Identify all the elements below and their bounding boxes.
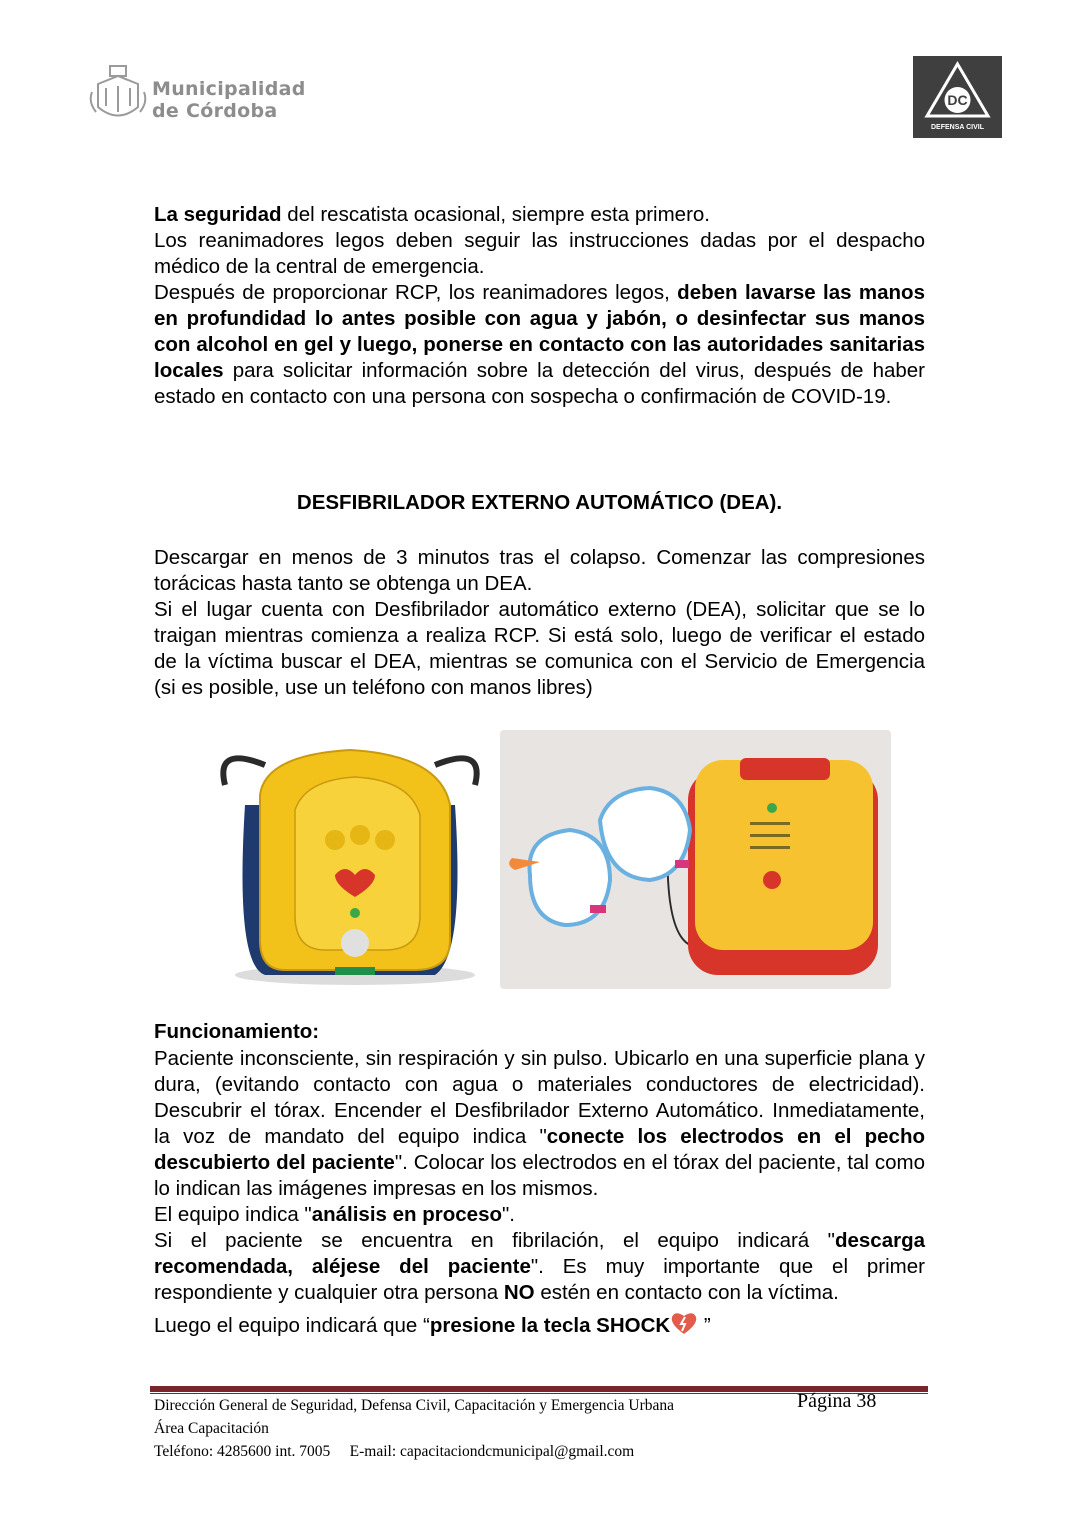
func-a-bold: conecte los electrodos en el pecho descubierto del paciente — [154, 1125, 926, 1174]
func-a-end: ". Colocar los electrodos en el tórax del paciente, tal como lo indican las imágenes impresas en los mismos. — [154, 1151, 925, 1200]
func-d-bold: presione la tecla SHOCK — [429, 1314, 671, 1337]
func-c-end: estén en contacto con la víctima. — [534, 1281, 839, 1304]
func-c-text: Si el paciente se encuentra en fibrilación, el equipo indicará " — [154, 1229, 835, 1252]
org-name — [152, 78, 306, 122]
dea-p1: Descargar en menos de 3 minutos tras el colapso. Comenzar las compresiones torácicas hasta tanto se obtenga un DEA. — [154, 546, 925, 595]
shock-heart-icon — [670, 1310, 698, 1336]
footer-contact — [154, 1440, 674, 1463]
footer-phone: Teléfono: 4285600 int. 7005 — [154, 1443, 331, 1460]
func-c — [154, 1228, 925, 1306]
footer-line2: Área Capacitación — [154, 1420, 269, 1437]
func-d-end: ” — [698, 1314, 711, 1337]
func-d — [154, 1310, 925, 1339]
org-name-line1: Municipalidad — [152, 78, 306, 100]
dea-p2: Si el lugar cuenta con Desfibrilador automático externo (DEA), solicitar que se lo traigan mientras comienza a realiza RCP. Si está solo, luego de verificar el estado de la víctima buscar el DEA, mientras se comunica con el Servicio de Emergencia (si es posible, use un teléfono con manos libres) — [154, 598, 925, 699]
dc-initials: DC — [947, 92, 968, 108]
footer-email: E-mail: capacitaciondcmunicipal@gmail.com — [349, 1443, 635, 1460]
func-b-text: El equipo indica " — [154, 1203, 312, 1226]
hygiene-end: para solicitar información sobre la detección del virus, después de haber estado en contacto con una persona con sospecha o confirmación de COVID-19. — [154, 359, 925, 408]
safety-rest: del rescatista ocasional, siempre esta primero. — [281, 203, 711, 226]
defensa-civil-triangle-icon — [913, 56, 1002, 138]
funcionamiento-title: Funcionamiento: — [154, 1020, 320, 1043]
footer-block — [154, 1394, 674, 1463]
footer-line1: Dirección General de Seguridad, Defensa Civil, Capacitación y Emergencia Urbana — [154, 1397, 675, 1414]
funcionamiento-paragraph — [154, 1046, 925, 1339]
section-heading: DESFIBRILADOR EXTERNO AUTOMÁTICO (DEA). — [296, 491, 783, 514]
dc-label: DEFENSA CIVIL — [930, 124, 985, 131]
aed-device-image — [205, 735, 495, 990]
dea-paragraph — [154, 545, 925, 701]
func-c-bold: descarga recomendada, aléjese del paciente — [154, 1229, 925, 1278]
municipality-crest-icon — [88, 62, 148, 132]
hygiene-start: Después de proporcionar RCP, los reanimadores legos, — [154, 281, 678, 304]
safety-line — [154, 202, 925, 228]
func-c-bold2: NO — [503, 1281, 535, 1304]
org-name-line2: de Córdoba — [152, 100, 278, 122]
aed-electrodes-illustration — [500, 730, 891, 989]
func-d-text: Luego el equipo indicará que “ — [154, 1314, 430, 1337]
hygiene-bold: deben lavarse las manos en profundidad lo antes posible con agua y jabón, o desinfectar sus manos con alcohol en gel y luego, ponerse en contacto con las autoridades sanitarias locales — [154, 281, 925, 382]
aed-electrodes-image — [500, 730, 891, 989]
func-b-bold: análisis en proceso — [311, 1203, 502, 1226]
page-number: Página 38 — [797, 1390, 877, 1412]
safety-paragraph — [154, 202, 925, 410]
safety-bold: La seguridad — [154, 203, 282, 226]
hygiene-paragraph — [154, 280, 925, 410]
func-a — [154, 1046, 925, 1202]
defensa-civil-logo — [913, 56, 1002, 138]
func-c-mid: ". Es muy importante que el primer respondiente y cualquier otra persona — [154, 1255, 925, 1304]
func-a-text: Paciente inconsciente, sin respiración y sin pulso. Ubicarlo en una superficie plana y dura, (evitando contacto con agua o materiales conductores de electricidad). Descubrir el tórax. Encender el Desfibrilador Externo Automático. Inmediatamente, la voz de mandato del equipo indica " — [154, 1047, 925, 1148]
func-b — [154, 1202, 925, 1228]
func-b-end: ". — [502, 1203, 515, 1226]
instructions-line: Los reanimadores legos deben seguir las instrucciones dadas por el despacho médico de la central de emergencia. — [154, 229, 925, 278]
